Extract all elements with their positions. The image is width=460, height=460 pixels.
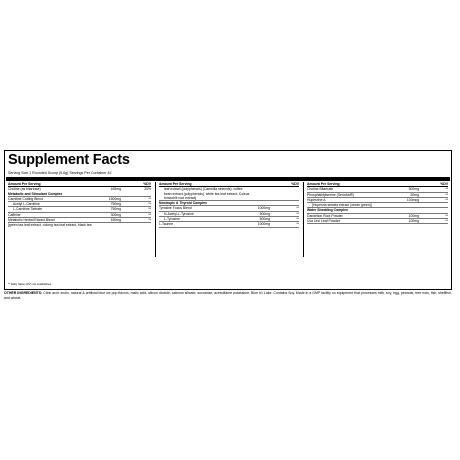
amount-value: 100mg: [408, 219, 419, 224]
dv-value: **: [148, 196, 151, 201]
nutrient-name: Huperzine A: [307, 197, 326, 202]
dv-header: %DV: [143, 182, 151, 186]
amount-value: 165mg: [110, 187, 121, 192]
facts-column-3: [307, 182, 448, 224]
daily-value-footnote: ** Daily Value (DV) not established.: [8, 282, 52, 286]
amount-value: 100mcg: [406, 197, 419, 202]
nutrient-name: [Huperzia serrata extract (whole green)]: [312, 203, 372, 208]
ingredients-label: OTHER INGREDIENTS:: [4, 291, 43, 295]
other-ingredients: [4, 291, 452, 300]
nutrient-name: leaf extract (polyphenols) (Camellia sinensis), coffee: [164, 187, 243, 192]
amount-value: 750mg: [110, 207, 121, 212]
dv-value: **: [296, 222, 299, 227]
dv-value: **: [296, 206, 299, 211]
ingredients-text: Citric acid, inulin, natural & artificial blue ice pop flavors, malic acid, silicon dioxide, calcium silicate, sucralose, acesulfame potassium, Blue #1 Lake. Contains Soy. Made in a GMP facility on equipment that processes milk, soy, egg, peanuts, tree nuts, fish, shellfish, and wheat.: [4, 291, 452, 300]
dv-value: **: [445, 213, 448, 218]
amount-value: 750mg: [110, 202, 121, 207]
facts-column-1: [8, 182, 151, 228]
amount-value: 1500mg: [108, 196, 121, 201]
amount-value: 500mg: [408, 187, 419, 192]
amount-value: 100mg: [408, 213, 419, 218]
amount-value: 50mg: [410, 192, 419, 197]
dv-value: **: [445, 192, 448, 197]
amount-value: 300mg: [110, 212, 121, 217]
dv-value: **: [148, 202, 151, 207]
amount-header: Amount Per Serving: [8, 182, 41, 186]
dv-value: **: [445, 187, 448, 192]
fact-row: [8, 223, 151, 227]
nutrient-name: [green tea leaf extract, oolong tea leaf extract, black tea: [8, 223, 92, 228]
nutrient-name: Metabolic and Stimulant Complex: [8, 191, 63, 196]
amount-value: 500mg: [259, 217, 270, 222]
nutrient-name: Choline Bitartrate: [307, 187, 334, 192]
dv-value: **: [445, 197, 448, 202]
amount-value: 1000mg: [257, 222, 270, 227]
nutrient-name: Phosphatidylserine (SerinAid®): [307, 192, 355, 197]
nutrient-name: Caffeine: [8, 212, 21, 217]
nutrient-name: forskohlii root extract]: [164, 195, 197, 200]
dv-value: **: [148, 218, 151, 223]
dv-value: **: [296, 211, 299, 216]
dv-value: **: [296, 217, 299, 222]
column-divider: [155, 182, 156, 257]
amount-value: 500mg: [259, 211, 270, 216]
nutrient-name: Carnitine Cutting Blend: [8, 196, 43, 201]
nutrient-name: Metabolic Herbal Extract Blend: [8, 218, 55, 223]
dv-value: 30%: [144, 187, 151, 192]
nutrient-name: L-Tyrosine: [164, 217, 180, 222]
amount-value: 150mg: [110, 218, 121, 223]
dv-header: %DV: [440, 182, 448, 186]
nutrient-name: Dandelion Root Powder: [307, 213, 343, 218]
panel-title: Supplement Facts: [8, 152, 130, 168]
fact-row: [159, 222, 299, 227]
nutrient-name: Acetyl L-Carnitine: [13, 202, 40, 207]
nutrient-name: L-Carnitine Tartrate: [13, 207, 42, 212]
dv-header: %DV: [291, 182, 299, 186]
thick-rule: [6, 177, 450, 181]
nutrient-name: Nootropic & Thyroid Complex: [159, 201, 208, 206]
fact-row: [307, 219, 448, 224]
amount-header: Amount Per Serving: [159, 182, 192, 186]
nutrient-name: N-Acetyl-L-Tyrosine: [164, 211, 194, 216]
serving-info: Serving Size 1 Rounded Scoop (5.6g) Servings Per Container 42: [8, 171, 112, 175]
amount-value: 1000mg: [257, 206, 270, 211]
nutrient-name: bean extract (polyphenols), white tea leaf extract, Coleus: [164, 191, 250, 196]
dv-value: **: [148, 212, 151, 217]
facts-column-2: [159, 182, 299, 228]
amount-header: Amount Per Serving: [307, 182, 340, 186]
dv-value: **: [148, 207, 151, 212]
nutrient-name: Uva Ursi Leaf Powder: [307, 219, 340, 224]
nutrient-name: Water Shedding Complex: [307, 208, 348, 213]
dv-value: **: [445, 219, 448, 224]
column-divider: [303, 182, 304, 257]
supplement-facts-panel: [4, 150, 452, 290]
nutrient-name: Tyrosine Focus Blend: [159, 206, 192, 211]
nutrient-name: L-Taurine: [159, 222, 174, 227]
nutrient-name: Choline (as bitartrate): [8, 187, 41, 192]
